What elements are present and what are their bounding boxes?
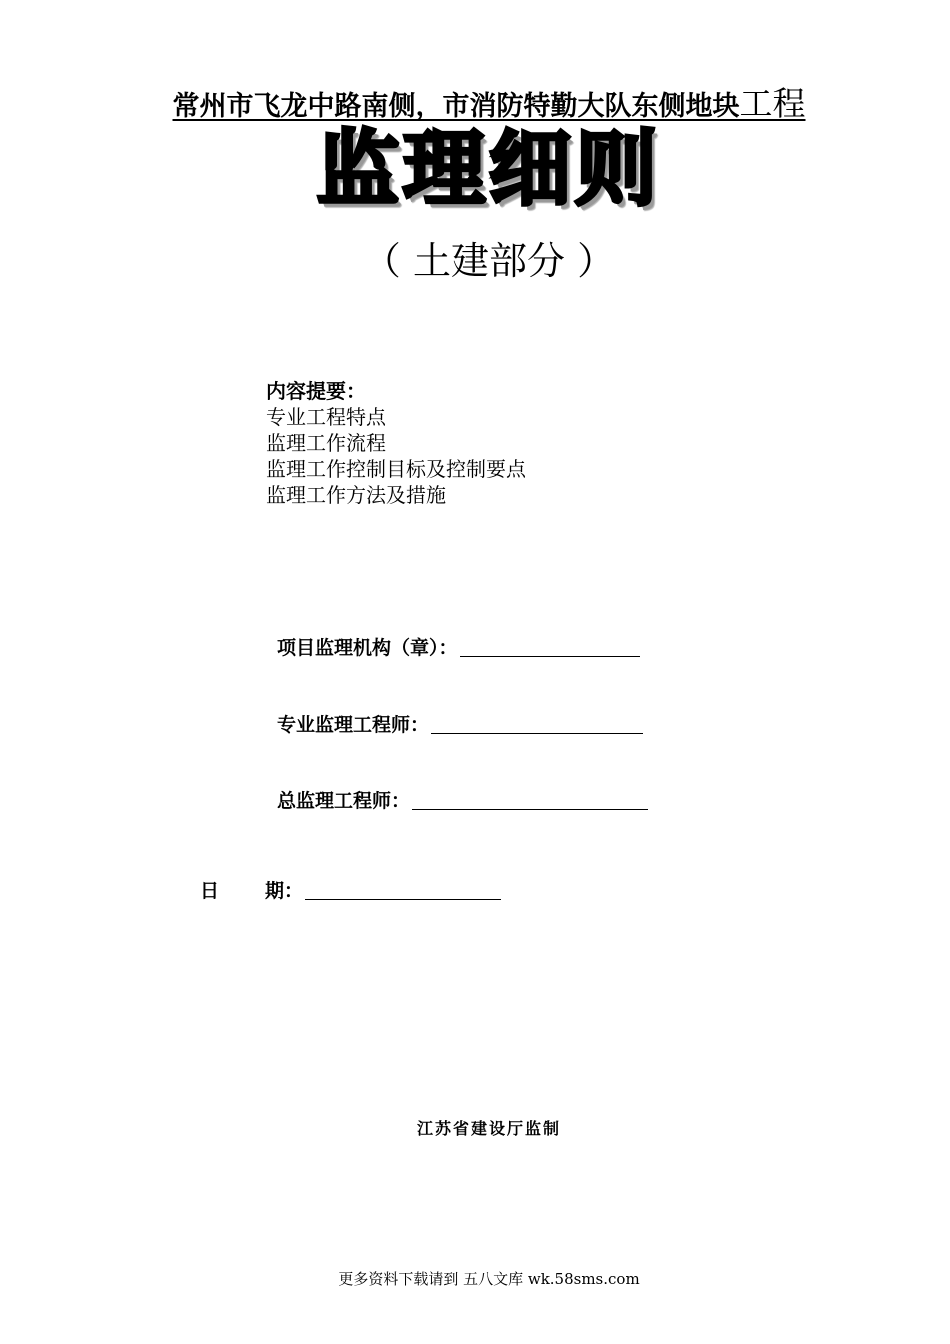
subtitle: （ 土建部分 ） <box>362 239 616 283</box>
chief-engineer-label: 总监理工程师： <box>277 790 411 812</box>
professional-engineer-label: 专业监理工程师： <box>277 714 430 736</box>
org-seal-label: 项目监理机构（章）： <box>277 637 458 659</box>
content-summary <box>266 378 526 508</box>
org-seal-row <box>277 633 640 663</box>
main-title: 监理细则 <box>316 122 661 217</box>
project-title-main: 常州市飞龙中路南侧，市消防特勤大队东侧地块 <box>172 91 740 122</box>
professional-engineer-blank <box>431 711 643 734</box>
summary-item: 监理工作控制目标及控制要点 <box>266 457 526 481</box>
date-row <box>200 876 501 906</box>
chief-engineer-row <box>277 786 648 816</box>
org-seal-blank <box>460 634 640 657</box>
summary-item: 监理工作方法及措施 <box>266 483 446 507</box>
footer-note: 更多资料下载请到 五八文库 wk.58sms.com <box>338 1270 640 1288</box>
issuer-note: 江苏省建设厅监制 <box>416 1119 561 1138</box>
project-title-suffix: 工程 <box>739 84 806 123</box>
professional-engineer-row <box>277 710 643 740</box>
date-label-second: 期： <box>265 880 304 902</box>
chief-engineer-blank <box>412 787 648 810</box>
summary-item: 监理工作流程 <box>266 431 386 455</box>
date-label-first: 日 <box>200 880 220 902</box>
date-blank <box>305 877 501 900</box>
summary-heading: 内容提要： <box>266 379 366 403</box>
summary-item: 专业工程特点 <box>266 405 386 429</box>
